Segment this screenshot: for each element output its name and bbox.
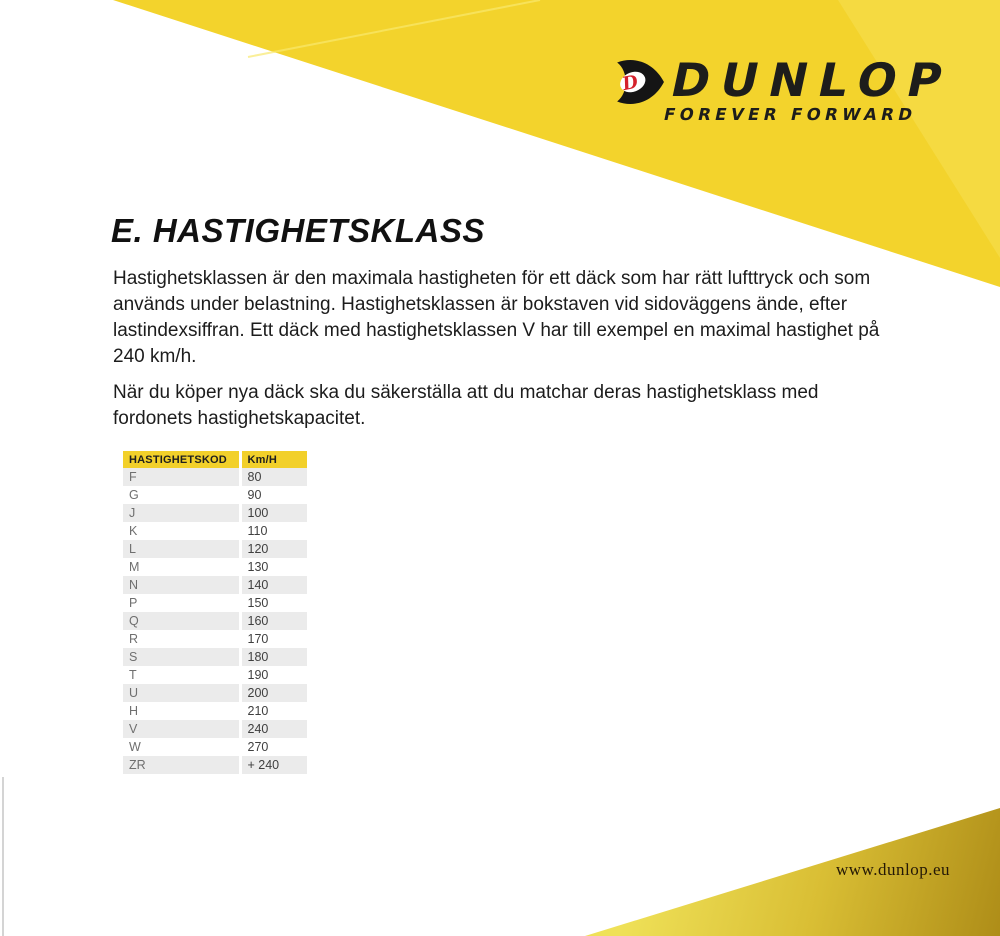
table-row	[123, 540, 307, 558]
speed-code-cell: G	[123, 486, 240, 504]
footer-yellow-banner	[0, 776, 1000, 936]
speed-code-cell: W	[123, 738, 240, 756]
speed-value-cell: 90	[240, 486, 307, 504]
speed-code-cell: N	[123, 576, 240, 594]
speed-value-cell: 140	[240, 576, 307, 594]
speed-value-cell: 110	[240, 522, 307, 540]
speed-value-cell: 130	[240, 558, 307, 576]
table-row	[123, 630, 307, 648]
speed-value-cell: 160	[240, 612, 307, 630]
advice-paragraph: När du köper nya däck ska du säkerställa att du matchar deras hastighetsklass med fordonets hastighetskapacitet.	[113, 382, 819, 429]
flying-d-icon	[613, 55, 665, 109]
speed-code-cell: H	[123, 702, 240, 720]
speed-code-cell: K	[123, 522, 240, 540]
speed-value-cell: 240	[240, 720, 307, 738]
speed-code-cell: Q	[123, 612, 240, 630]
table-row	[123, 468, 307, 486]
header-yellow-banner	[0, 0, 1000, 300]
column-header-code: HASTIGHETSKOD	[123, 451, 240, 468]
dunlop-logo	[610, 52, 970, 132]
speed-code-cell: P	[123, 594, 240, 612]
speed-value-cell: 150	[240, 594, 307, 612]
speed-table-body	[123, 468, 307, 774]
table-row	[123, 738, 307, 756]
table-row	[123, 504, 307, 522]
table-row	[123, 666, 307, 684]
speed-value-cell: + 240	[240, 756, 307, 774]
table-row	[123, 648, 307, 666]
table-row	[123, 702, 307, 720]
table-header-row	[123, 451, 307, 468]
speed-value-cell: 210	[240, 702, 307, 720]
page-edge-line	[2, 777, 4, 936]
speed-value-cell: 80	[240, 468, 307, 486]
table-row	[123, 684, 307, 702]
brand-tagline: FOREVER FORWARD	[662, 105, 919, 124]
svg-text:D: D	[622, 71, 638, 96]
intro-paragraph: Hastighetsklassen är den maximala hastigheten för ett däck som har rätt lufttryck och som används under belastning. Hastighetsklassen är bokstaven vid sidoväggens ände, efter lastindexsiffran. Ett däck med hastighetsklassen V har till exempel en maximal hastighet på 240 km/h.	[113, 268, 880, 367]
speed-code-cell: S	[123, 648, 240, 666]
table-row	[123, 594, 307, 612]
column-header-kmh: Km/H	[240, 451, 307, 468]
brand-wordmark: DUNLOP	[666, 53, 959, 107]
table-row	[123, 522, 307, 540]
speed-value-cell: 180	[240, 648, 307, 666]
speed-code-cell: V	[123, 720, 240, 738]
table-row	[123, 576, 307, 594]
table-row	[123, 612, 307, 630]
speed-code-cell: L	[123, 540, 240, 558]
speed-value-cell: 170	[240, 630, 307, 648]
speed-value-cell: 100	[240, 504, 307, 522]
speed-code-cell: M	[123, 558, 240, 576]
speed-code-cell: F	[123, 468, 240, 486]
table-row	[123, 558, 307, 576]
table-row	[123, 486, 307, 504]
table-row	[123, 720, 307, 738]
speed-value-cell: 190	[240, 666, 307, 684]
speed-rating-table	[123, 451, 307, 774]
table-row	[123, 756, 307, 774]
speed-value-cell: 200	[240, 684, 307, 702]
speed-value-cell: 270	[240, 738, 307, 756]
page-title: E. HASTIGHETSKLASS	[111, 212, 485, 249]
speed-code-cell: T	[123, 666, 240, 684]
footer-url: www.dunlop.eu	[836, 860, 950, 879]
speed-code-cell: U	[123, 684, 240, 702]
speed-code-cell: ZR	[123, 756, 240, 774]
speed-code-cell: J	[123, 504, 240, 522]
speed-code-cell: R	[123, 630, 240, 648]
speed-value-cell: 120	[240, 540, 307, 558]
